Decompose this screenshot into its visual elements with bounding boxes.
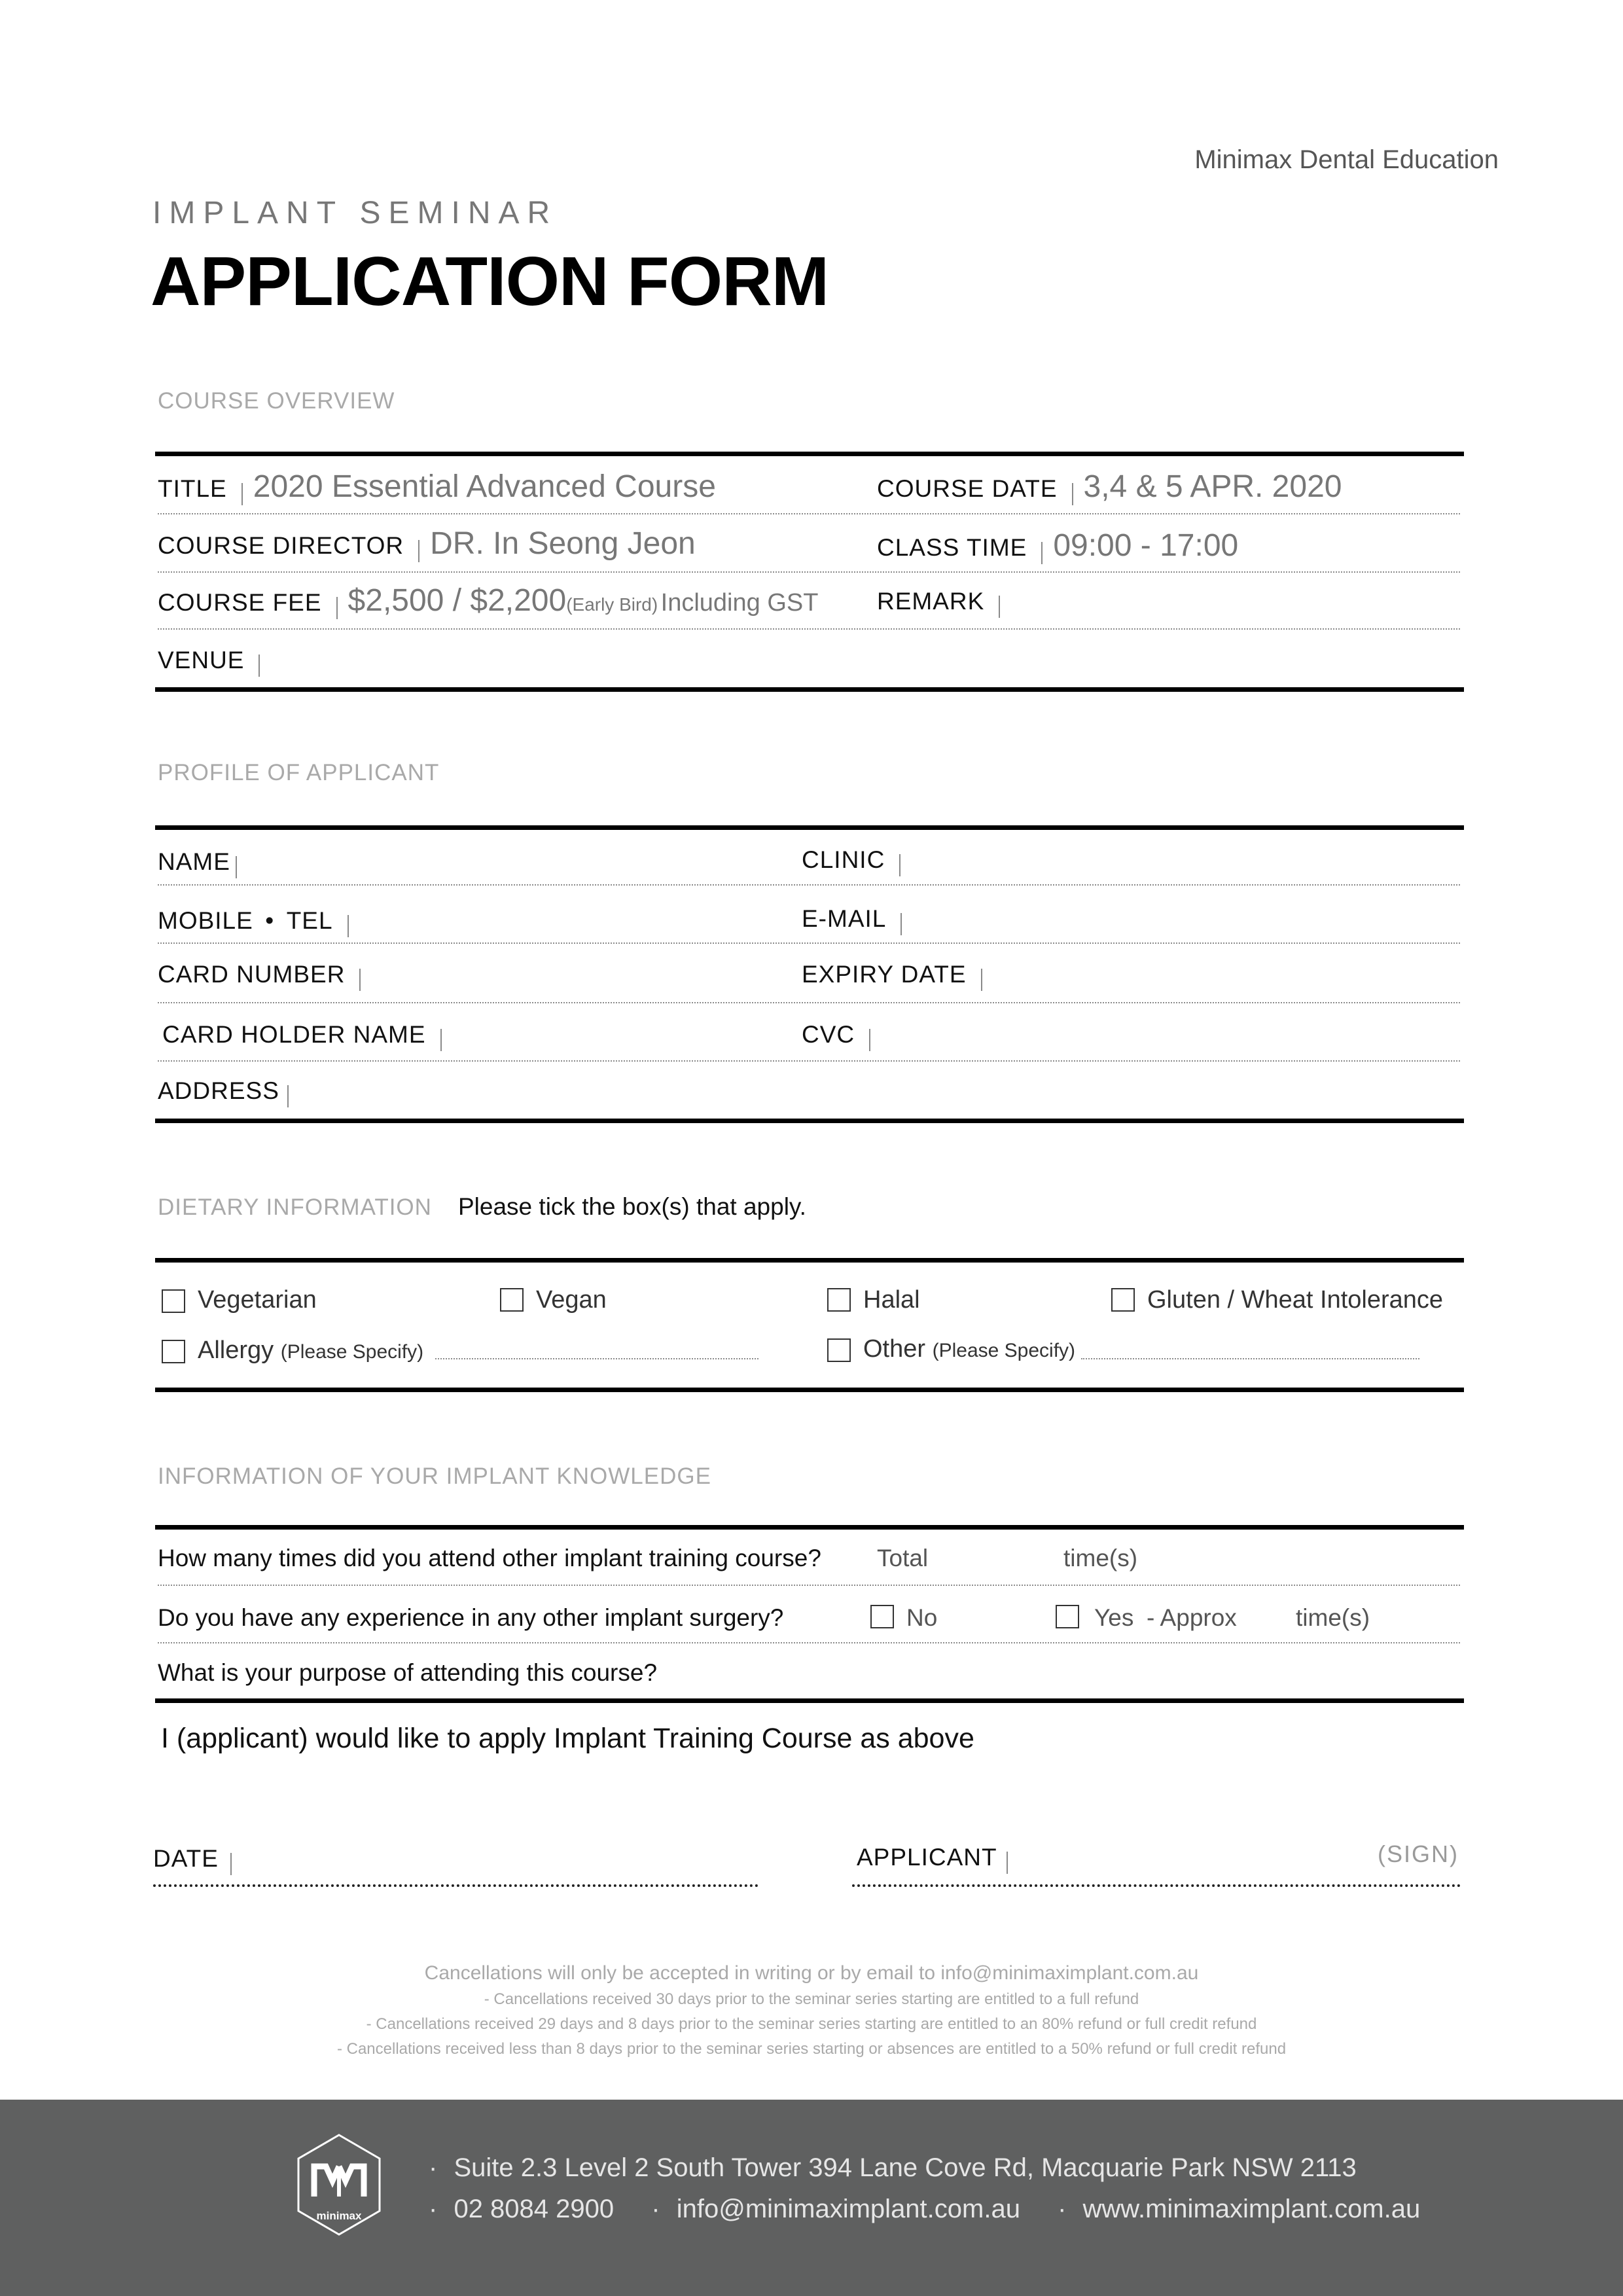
other-specify-input[interactable] [1081, 1358, 1419, 1359]
name-field[interactable] [158, 848, 247, 878]
separator [981, 969, 982, 991]
separator [869, 1029, 870, 1051]
separator [230, 1853, 232, 1875]
yes-checkbox[interactable] [1056, 1605, 1079, 1628]
course-fee-value[interactable]: $2,500 / $2,200 [348, 583, 567, 618]
allergy-specify-input[interactable] [435, 1358, 758, 1359]
separator [440, 1029, 442, 1051]
dietary-top-rule [155, 1258, 1464, 1263]
course-director-row [158, 526, 696, 562]
course-overview-heading: COURSE OVERVIEW [158, 388, 395, 414]
total-label: Total [877, 1545, 929, 1571]
remark-label: REMARK [877, 588, 985, 615]
clinic-field[interactable] [802, 846, 911, 876]
no-label: No [906, 1604, 938, 1631]
separator [1072, 483, 1073, 505]
separator [1007, 1852, 1008, 1874]
allergy-checkbox[interactable] [162, 1340, 185, 1363]
approx-times-label: time(s) [1296, 1604, 1370, 1631]
course-director-label: COURSE DIRECTOR [158, 532, 404, 559]
halal-label: Halal [863, 1286, 920, 1314]
footer-contact-line [429, 2195, 1420, 2224]
separator [899, 854, 901, 876]
dietary-heading: DIETARY INFORMATION [158, 1194, 432, 1220]
row-divider [158, 884, 1460, 886]
separator [999, 596, 1000, 618]
separator [418, 540, 419, 562]
footer-website[interactable]: www.minimaximplant.com.au [1082, 2195, 1421, 2223]
course-top-rule [155, 452, 1464, 456]
course-director-value[interactable]: DR. In Seong Jeon [430, 526, 696, 561]
separator [259, 655, 260, 677]
remark-row[interactable] [877, 588, 1010, 618]
minimax-logo [294, 2132, 383, 2237]
question-training-count: How many times did you attend other implant training course? [158, 1545, 821, 1571]
title-value[interactable]: 2020 Essential Advanced Course [253, 469, 716, 504]
declaration-text: I (applicant) would like to apply Implant Training Course as above [161, 1723, 974, 1754]
separator [336, 597, 338, 619]
other-specify: (Please Specify) [932, 1340, 1076, 1361]
separator [287, 1085, 289, 1107]
separator [241, 483, 243, 505]
row-divider [158, 628, 1460, 630]
footer-email[interactable]: info@minimaximplant.com.au [676, 2195, 1020, 2223]
page-title: APPLICATION FORM [151, 243, 829, 320]
dietary-instruction: Please tick the box(s) that apply. [458, 1193, 806, 1220]
vegetarian-label: Vegetarian [198, 1286, 317, 1314]
mobile-label: MOBILE [158, 907, 253, 934]
footer-phone[interactable]: 02 8084 2900 [454, 2195, 615, 2223]
vegan-label: Vegan [536, 1286, 607, 1314]
cancellation-line-3: - Cancellations received less than 8 days prior to the seminar series starting or absences are entitled to a 50% refund or full credit refund [336, 2040, 1287, 2058]
question-surgery-experience: Do you have any experience in any other implant surgery? [158, 1604, 784, 1631]
vegan-checkbox[interactable] [500, 1288, 524, 1312]
course-fee-suffix: Including GST [660, 589, 819, 617]
separator [901, 913, 902, 935]
allergy-label [198, 1336, 423, 1365]
knowledge-top-rule [155, 1525, 1464, 1530]
dietary-bottom-rule [155, 1388, 1464, 1392]
expiry-date-field[interactable] [802, 961, 993, 991]
separator [348, 915, 349, 937]
card-number-label: CARD NUMBER [158, 961, 346, 988]
question-purpose: What is your purpose of attending this course? [158, 1659, 658, 1686]
clinic-label: CLINIC [802, 846, 885, 873]
knowledge-heading: INFORMATION OF YOUR IMPLANT KNOWLEDGE [158, 1463, 711, 1489]
vegetarian-checkbox[interactable] [162, 1289, 185, 1313]
class-time-row [877, 528, 1238, 564]
cvc-label: CVC [802, 1021, 855, 1048]
expiry-date-label: EXPIRY DATE [802, 961, 967, 988]
class-time-label: CLASS TIME [877, 534, 1027, 561]
cancellation-line-1: - Cancellations received 30 days prior to the seminar series starting are entitled to a full refund [484, 1990, 1139, 2008]
row-divider [158, 513, 1460, 514]
gluten-checkbox[interactable] [1111, 1288, 1135, 1312]
profile-bottom-rule [155, 1119, 1464, 1123]
approx-label: - Approx [1147, 1604, 1237, 1631]
date-field[interactable] [153, 1845, 242, 1875]
sign-placeholder: (SIGN) [1378, 1840, 1459, 1867]
address-label: ADDRESS [158, 1077, 279, 1104]
course-date-label: COURSE DATE [877, 475, 1058, 502]
date-signature-line [153, 1884, 758, 1887]
name-label: NAME [158, 848, 230, 875]
approx-count-input[interactable] [1240, 1604, 1293, 1630]
training-count-input[interactable] [942, 1545, 1054, 1571]
bullet: · [429, 2195, 438, 2223]
cancellation-line-2: - Cancellations received 29 days and 8 days prior to the seminar series starting are entitled to an 80% refund or full credit refund [366, 2015, 1257, 2033]
course-fee-note: (Early Bird) [566, 594, 658, 615]
email-label: E-MAIL [802, 905, 887, 932]
title-label: TITLE [158, 475, 227, 502]
cvc-field[interactable] [802, 1021, 881, 1051]
allergy-specify: (Please Specify) [280, 1341, 424, 1363]
footer-address-line [429, 2153, 1357, 2183]
email-field[interactable] [802, 905, 912, 935]
tel-label: TEL [286, 907, 333, 934]
card-number-field[interactable] [158, 961, 371, 991]
card-holder-field[interactable] [162, 1021, 452, 1051]
applicant-field[interactable] [857, 1844, 1018, 1874]
course-title-row [158, 469, 716, 505]
row-divider [158, 1585, 1460, 1586]
logo-text: minimax [316, 2210, 362, 2222]
cancellation-main: Cancellations will only be accepted in writing or by email to info@minimaximplant.com.au [424, 1962, 1199, 1984]
separator [359, 969, 361, 991]
other-text: Other [863, 1335, 926, 1363]
separator [1041, 542, 1043, 564]
address-field[interactable] [158, 1077, 299, 1107]
other-checkbox[interactable] [827, 1338, 851, 1362]
applicant-label: APPLICANT [857, 1844, 997, 1871]
allergy-text: Allergy [198, 1336, 274, 1364]
bullet: · [429, 2153, 438, 2182]
class-time-value[interactable]: 09:00 - 17:00 [1053, 528, 1239, 563]
course-fee-row [158, 583, 818, 619]
row-divider [158, 1002, 1460, 1003]
venue-label: VENUE [158, 647, 245, 673]
row-divider [158, 942, 1460, 944]
course-date-row [877, 469, 1342, 505]
form-eyebrow: IMPLANT SEMINAR [152, 196, 558, 230]
times-label: time(s) [1063, 1545, 1138, 1571]
profile-heading: PROFILE OF APPLICANT [158, 760, 440, 785]
no-checkbox[interactable] [870, 1605, 894, 1628]
date-label: DATE [153, 1845, 219, 1872]
course-fee-label: COURSE FEE [158, 589, 322, 616]
course-date-value[interactable]: 3,4 & 5 APR. 2020 [1083, 469, 1342, 504]
footer-address: Suite 2.3 Level 2 South Tower 394 Lane Cove Rd, Macquarie Park NSW 2113 [454, 2153, 1357, 2182]
venue-row[interactable] [158, 647, 270, 677]
other-label [863, 1335, 1075, 1363]
gluten-label: Gluten / Wheat Intolerance [1147, 1286, 1444, 1314]
course-bottom-rule [155, 687, 1464, 692]
halal-checkbox[interactable] [827, 1288, 851, 1312]
row-divider [158, 1642, 1460, 1643]
row-divider [158, 1060, 1460, 1062]
bullet: • [265, 907, 275, 934]
applicant-signature-line [852, 1884, 1461, 1887]
bullet: · [651, 2195, 660, 2223]
bullet: · [1058, 2195, 1067, 2223]
knowledge-bottom-rule [155, 1698, 1464, 1703]
profile-top-rule [155, 825, 1464, 830]
separator [236, 856, 237, 878]
card-holder-label: CARD HOLDER NAME [162, 1021, 426, 1048]
brand-name: Minimax Dental Education [1194, 145, 1499, 174]
yes-label: Yes [1094, 1604, 1134, 1631]
row-divider [158, 571, 1460, 573]
mobile-tel-field[interactable] [158, 907, 359, 937]
